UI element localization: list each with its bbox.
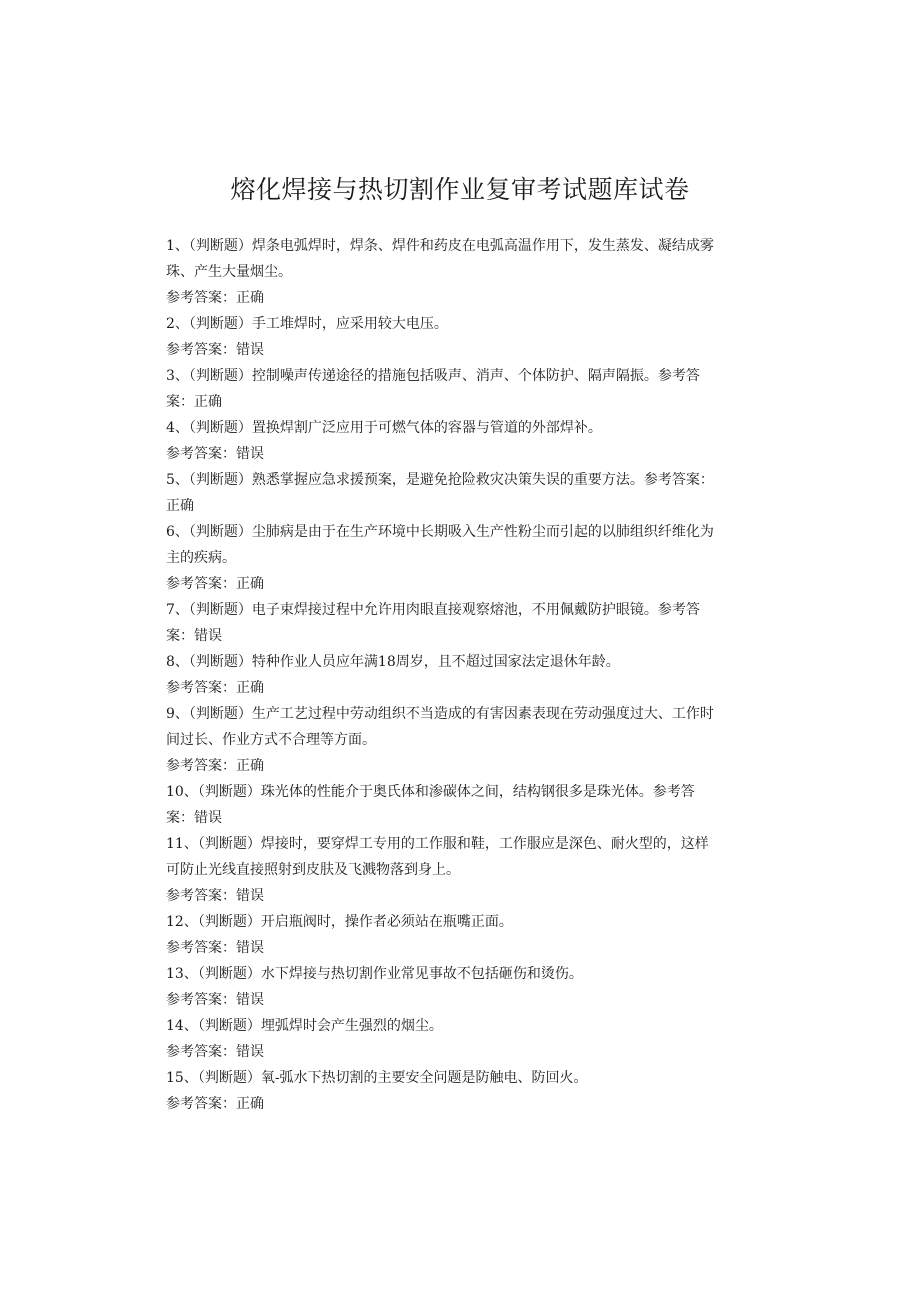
answer-line: 参考答案：错误	[166, 992, 264, 1008]
answer-line: 参考答案：正确	[166, 680, 264, 696]
text-line: 9、（判断题）生产工艺过程中劳动组织不当造成的有害因素表现在劳动强度过大、工作时	[166, 706, 714, 722]
text-line: 15、（判断题）氧-弧水下热切割的主要安全问题是防触电、防回火。	[166, 1070, 588, 1086]
text-line: 案：错误	[166, 628, 222, 644]
text-line: 12、（判断题）开启瓶阀时，操作者必须站在瓶嘴正面。	[166, 914, 513, 930]
text-line: 珠、产生大量烟尘。	[166, 264, 292, 280]
answer-line: 参考答案：错误	[166, 1044, 264, 1060]
text-line: 3、（判断题）控制噪声传递途径的措施包括吸声、消声、个体防护、隔声隔振。参考答	[166, 368, 700, 384]
text-line: 5、（判断题）熟悉掌握应急求援预案，是避免抢险救灾决策失误的重要方法。参考答案：	[166, 472, 714, 488]
text-line: 8、（判断题）特种作业人员应年满18周岁，且不超过国家法定退休年龄。	[166, 654, 620, 670]
text-line: 主的疾病。	[166, 550, 236, 566]
answer-line: 参考答案：正确	[166, 290, 264, 306]
text-line: 可防止光线直接照射到皮肤及飞溅物落到身上。	[166, 862, 460, 878]
text-line: 案：正确	[166, 394, 222, 410]
text-line: 案：错误	[166, 810, 222, 826]
answer-line: 参考答案：正确	[166, 1096, 264, 1112]
answer-line: 参考答案：错误	[166, 940, 264, 956]
answer-line: 参考答案：错误	[166, 446, 264, 462]
answer-line: 参考答案：正确	[166, 576, 264, 592]
document-title: 熔化焊接与热切割作业复审考试题库试卷	[230, 175, 690, 204]
text-line: 7、（判断题）电子束焊接过程中允许用肉眼直接观察熔池，不用佩戴防护眼镜。参考答	[166, 602, 700, 618]
text-line: 2、（判断题）手工堆焊时，应采用较大电压。	[166, 316, 448, 332]
answer-line: 参考答案：正确	[166, 758, 264, 774]
text-line: 10、（判断题）珠光体的性能介于奥氏体和渗碳体之间，结构钢很多是珠光体。参考答	[166, 784, 695, 800]
text-line: 1、（判断题）焊条电弧焊时，焊条、焊件和药皮在电弧高温作用下，发生蒸发、凝结成雾	[166, 238, 714, 254]
answer-line: 参考答案：错误	[166, 342, 264, 358]
text-line: 13、（判断题）水下焊接与热切割作业常见事故不包括砸伤和烫伤。	[166, 966, 583, 982]
text-line: 正确	[166, 498, 194, 514]
answer-line: 参考答案：错误	[166, 888, 264, 904]
text-line: 11、（判断题）焊接时，要穿焊工专用的工作服和鞋，工作服应是深色、耐火型的，这样	[166, 836, 709, 852]
text-line: 14、（判断题）埋弧焊时会产生强烈的烟尘。	[166, 1018, 443, 1034]
text-line: 6、（判断题）尘肺病是由于在生产环境中长期吸入生产性粉尘而引起的以肺组织纤维化为	[166, 524, 714, 540]
text-line: 4、（判断题）置换焊割广泛应用于可燃气体的容器与管道的外部焊补。	[166, 420, 602, 436]
question-list	[166, 233, 756, 1117]
text-line: 间过长、作业方式不合理等方面。	[166, 732, 376, 748]
